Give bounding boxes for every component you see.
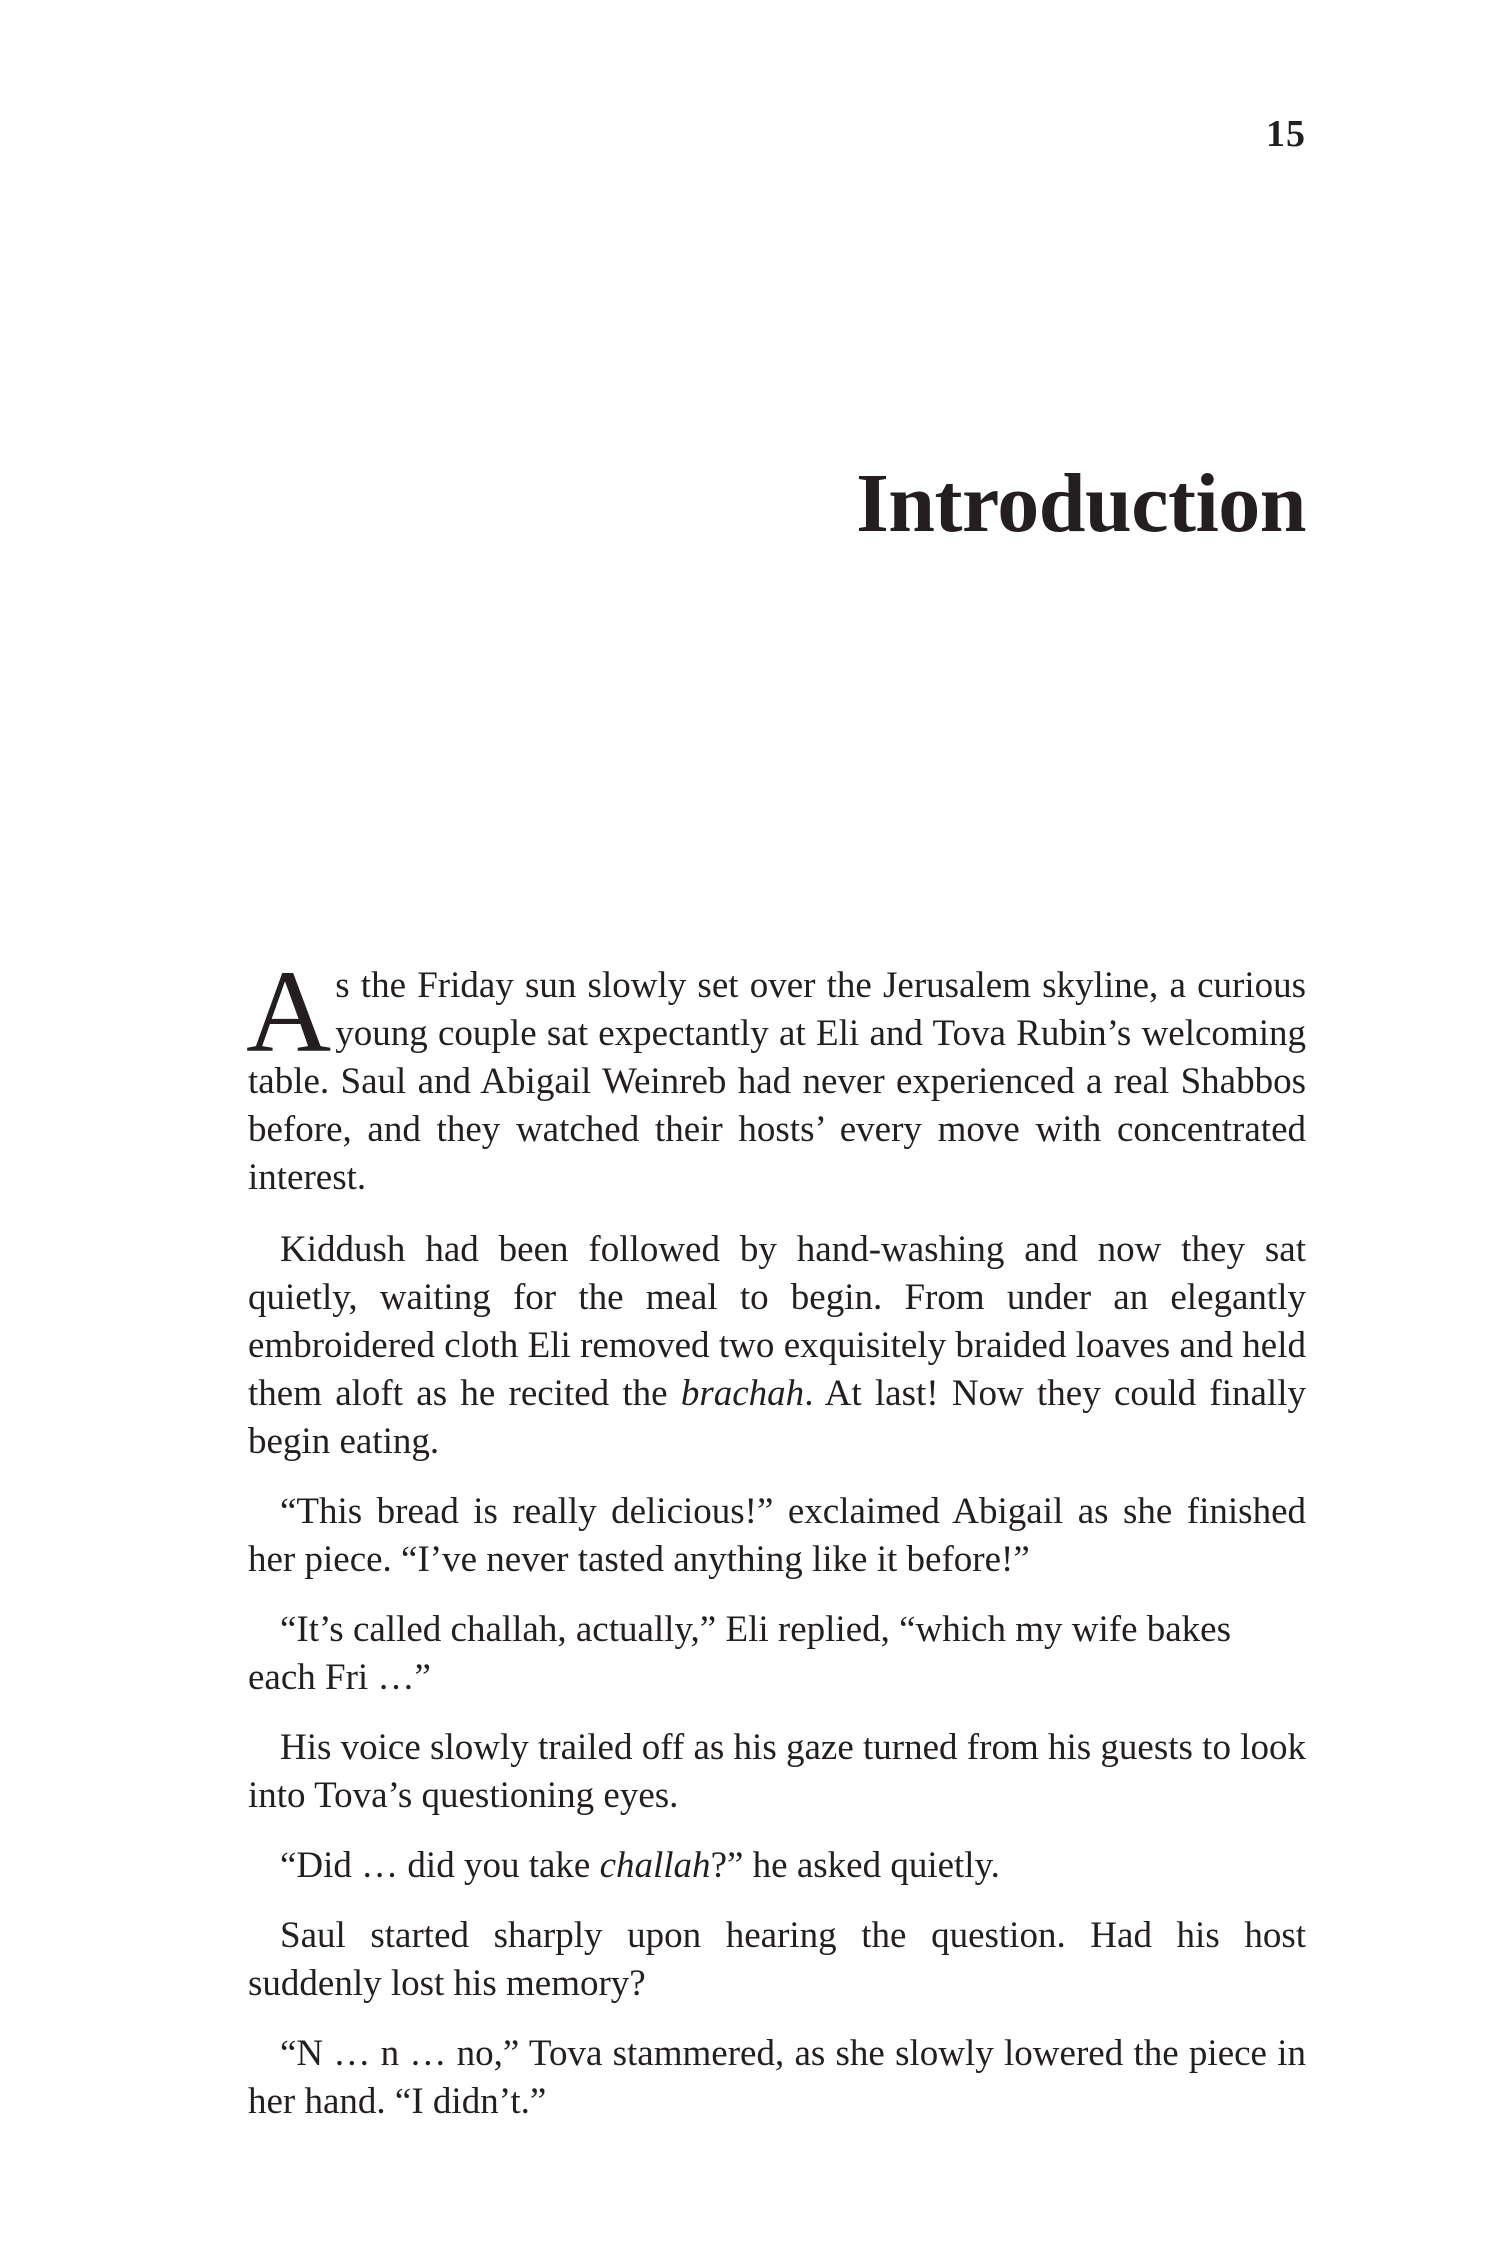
paragraph-2 bbox=[248, 1226, 1306, 1466]
paragraph-8 bbox=[248, 2030, 1306, 2126]
paragraph-6-italic: challah bbox=[599, 1845, 711, 1886]
chapter-title: Introduction bbox=[856, 457, 1306, 550]
paragraph-4-text: “It’s called challah, actually,” Eli replied, “which my wife bakes each Fri …” bbox=[248, 1609, 1231, 1698]
paragraph-8-text: “N … n … no,” Tova stammered, as she slowly lowered the piece in her hand. “I didn’t.” bbox=[248, 2033, 1306, 2122]
paragraph-2-text-before: Kiddush had been followed by hand-washing and now they sat quietly, waiting for the meal to begin. From under an elegantly embroidered cloth Eli removed two exquisitely braided loaves and held them aloft as he recited the bbox=[248, 1229, 1306, 1414]
drop-cap: A bbox=[246, 946, 332, 1077]
paragraph-5-text: His voice slowly trailed off as his gaze turned from his guests to look into Tova’s questioning eyes. bbox=[248, 1727, 1306, 1816]
paragraph-7-text: Saul started sharply upon hearing the question. Had his host suddenly lost his memory? bbox=[248, 1915, 1306, 2004]
paragraph-5 bbox=[248, 1724, 1306, 1820]
body-text bbox=[246, 946, 1306, 2148]
paragraph-6-text-before: “Did … did you take bbox=[280, 1845, 600, 1886]
paragraph-2-italic: brachah bbox=[680, 1373, 805, 1414]
paragraph-4 bbox=[248, 1606, 1306, 1702]
paragraph-1-text: s the Friday sun slowly set over the Jerusalem skyline, a curious young couple sat expectantly at Eli and Tova Rubin’s welcoming table. Saul and Abigail Weinreb had never experienced a real Shabbos before, and they watched their hosts’ every move with concentrated interest. bbox=[248, 965, 1306, 1198]
paragraph-6-text-after: ?” he asked quietly. bbox=[710, 1845, 1000, 1886]
paragraph-2-text-after: . At last! Now they could finally begin eating. bbox=[248, 1373, 1306, 1462]
paragraph-6 bbox=[248, 1842, 1306, 1890]
paragraph-3-text: “This bread is really delicious!” exclaimed Abigail as she finished her piece. “I’ve never tasted anything like it before!” bbox=[248, 1491, 1306, 1580]
paragraph-7 bbox=[248, 1912, 1306, 2008]
paragraph-3 bbox=[248, 1488, 1306, 1584]
paragraph-1 bbox=[246, 946, 1306, 1202]
page-number: 15 bbox=[1266, 113, 1306, 155]
